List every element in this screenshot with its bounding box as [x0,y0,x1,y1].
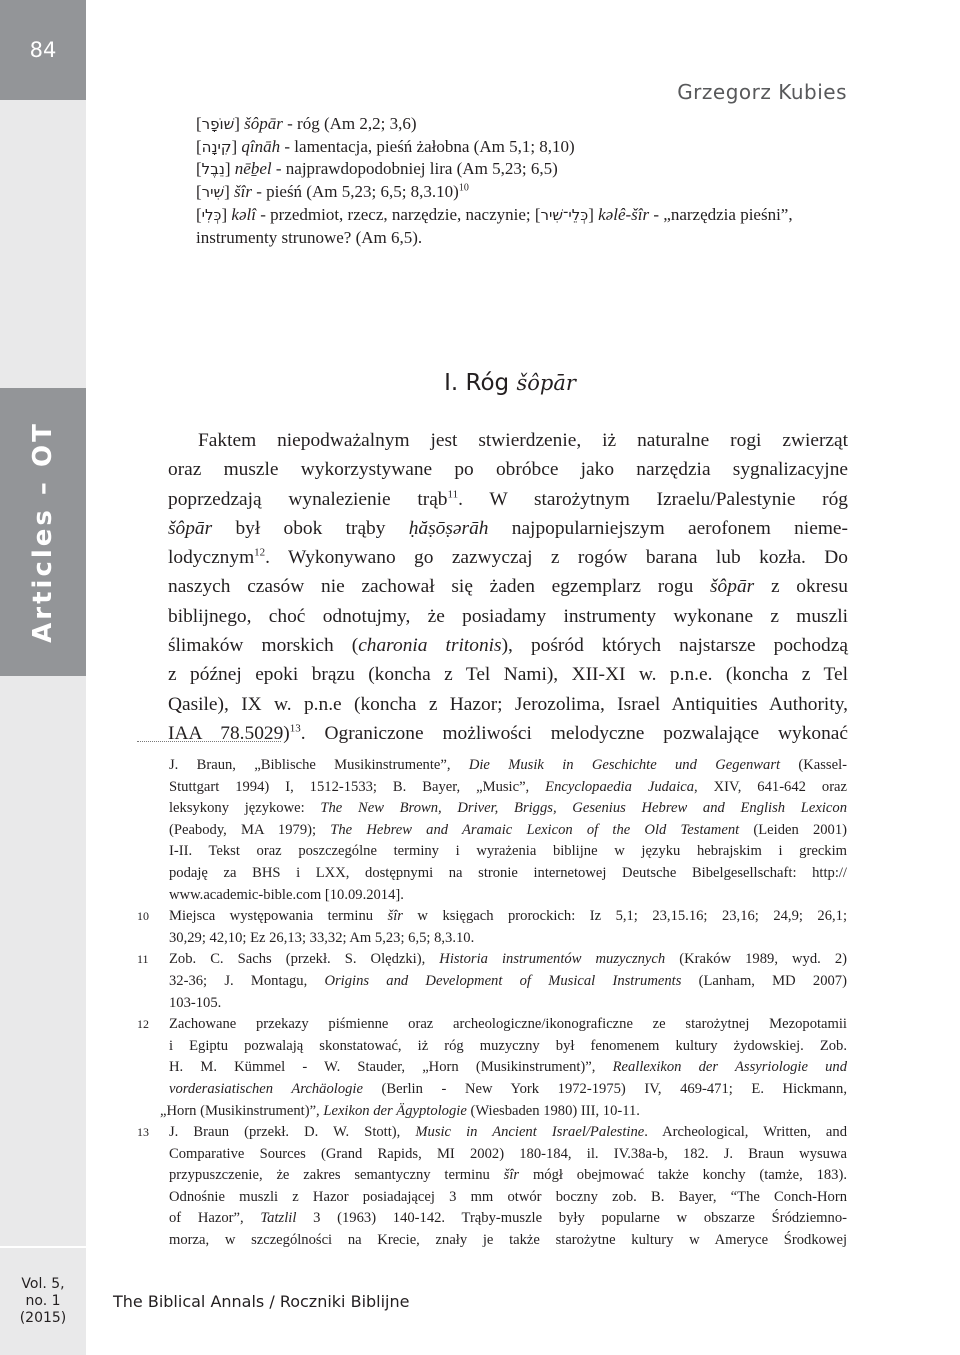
glossary-item: [שׁוֹפָר] šôpār - róg (Am 2,2; 3,6) [196,114,417,133]
footnote-line: „Horn (Musikinstrument)”, Lexikon der Ägyptologie (Wiesbaden 1980) III, 10-11. [160,1102,640,1119]
transliteration: šôpār [244,114,283,133]
text-line: oraz muszle wykorzystywane po obróbce jako narzędzia sygnalizacyjne [168,459,848,481]
text-line: ślimaków morskich (charonia tritonis), pośród których najstarsze pochodzą [168,635,848,657]
footnote-line: of Hazor”, Tatzlil 3 (1963) 140-142. Trąby-muszle były popularne w obszarze Śródziemno- [169,1210,847,1227]
footnote-line: I-II. Tekst oraz poszczególne terminy i wyrażenia biblijne w języku hebrajskim i greckim [169,843,847,860]
glossary-item-continuation: instrumenty strunowe? (Am 6,5). [196,227,423,247]
footnote-number: 12 [137,1017,149,1032]
transliteration: qînāh [241,136,281,156]
footnote [0,949,960,1014]
hebrew-term: שִׁיר [201,183,225,202]
footnote-line: Odnośnie muszli z Hazor posiadającej 3 mm otwór boczny zob. B. Bayer, “The Conch-Horn [169,1188,847,1205]
footnote-number: 13 [137,1125,149,1140]
footnote-line: 103-105. [169,994,222,1011]
footnote-line: J. Braun, „Biblische Musikinstrumente”, Die Musik in Geschichte und Gegenwart (Kassel- [169,757,848,773]
footnote-line: 30,29; 42,10; Ez 26,13; 33,32; Am 5,23; 6,5; 8,3.10. [169,929,475,946]
section-heading: I. Róg šôpār [444,370,576,396]
footnote-line: podaję za BHS i LXX, dostępnymi na stronie internetowej Deutsche Bibelgesellschaft: http:// [169,864,847,881]
volume-info [0,1276,86,1327]
running-head-author: Grzegorz Kubies [677,80,847,104]
hebrew-term: נֵבֶל [201,160,225,179]
footnote [0,1122,960,1252]
glossary-item: [נֵבֶל] nēḇel - najprawdopodobniej lira (Am 5,23; 6,5) [196,159,558,179]
footnote [0,755,960,906]
glossary-item: [כְּלִי] kəlî - przedmiot, rzecz, narzędzie, naczynie; [כְּלֵי־שִׁיר] kəlê-šîr - „narzędzia pieśni”, [196,204,793,224]
glossary-item: [קִינָה] qînāh - lamentacja, pieśń żałobna (Am 5,1; 8,10) [196,136,575,156]
footnote-line: www.academic-bible.com [10.09.2014]. [169,886,404,903]
footnote-ref[interactable]: 13 [289,722,301,735]
footnote-line: i Egiptu pozwalają skonstatować, iż róg muzyczny był fenomenem kultury żydowskiej. Zob. [169,1037,847,1054]
hebrew-term: קִינָה [201,137,232,156]
footnote-line: J. Braun (przekł. D. W. Stott), Music in Ancient Israel/Palestine. Archeological, Written, and [169,1124,847,1141]
section-label: Articles – OT [28,421,58,643]
text-line: naszych czasów nie zachował się żaden egzemplarz rogu šôpār z okresu [168,576,848,598]
year-line: (2015) [19,1310,67,1326]
footnote-line: morza, w szczególności na Krecie, znały je także starożytne kultury w Ameryce Środkowej [169,1232,847,1249]
transliteration: šîr [234,182,253,202]
text-line: biblijnego, choć odnotujmy, że posiadamy instrumenty wykonane z muszli [168,605,848,627]
footnote [0,906,960,949]
footnote-number: 11 [137,952,149,967]
text-line: Qasile), IX w. p.n.e (koncha z Hazor; Jerozolima, Israel Antiquities Authority, [168,693,848,715]
transliteration: kəlî [231,204,256,224]
text-line: Faktem niepodważalnym jest stwierdzenie, iż naturalne rogi zwierząt [198,430,848,451]
body-paragraph [168,426,848,748]
text-line: šôpār był obok trąby ḥăṣōṣərāh najpopularniejszym aerofonem nieme- [168,517,848,539]
footnote-line: Comparative Sources (Grand Rapids, MI 2002) 180-184, il. IV.38a-b, 182. J. Braun wysuwa [169,1145,847,1162]
volume-line: Vol. 5, [21,1276,65,1292]
hebrew-term: כְּלִי [201,205,222,224]
footnote-ref[interactable]: 12 [254,546,266,559]
hebrew-term: כְּלֵי־שִׁיר [540,205,589,224]
footnote-separator [137,741,281,742]
text-line: IAA 78.5029)$^{13}$. Ograniczone możliwości melodyczne pozwalające wykonać [168,722,848,744]
footnote-line: Zachowane przekazy piśmienne oraz archeologiczne/ikonograficzne ze starożytnej Mezopotamii [169,1016,847,1033]
glossary-item: [שִׁיר] šîr - pieśń (Am 5,23; 6,5; 8,3.10)$^{10}$ [196,182,469,202]
transliteration: nēḇel [234,159,272,179]
footnotes [0,755,960,1252]
footnote-line: leksykony językowe: The New Brown, Driver, Briggs, Gesenius Hebrew and English Lexicon [169,800,847,817]
footnote-line: vorderasiatischen Archäologie (Berlin - New York 1972-1975) IV, 469-471; E. Hickmann, [169,1080,847,1097]
transliteration: kəlê-šîr [598,204,650,224]
term-glossary [196,113,856,249]
footnote-line: przypuszczenie, że zakres semantyczny terminu šîr mógł obejmować także konchy (tamże, 183). [169,1167,847,1184]
footnote-number: 10 [137,909,149,924]
hebrew-term: שׁוֹפָר [201,115,235,133]
footnote-line: Miejsca występowania terminu šîr w księgach prorockich: Iz 5,1; 23,15.16; 23,16; 24,9; 26,1; [169,908,847,925]
footnote-ref[interactable]: 10 [458,182,469,194]
page-number: 84 [29,38,57,62]
footnote-line: Stuttgart 1994) I, 1512-1533; B. Bayer, „Music”, Encyclopaedia Judaica, XIV, 641-642 oraz [169,778,848,795]
text-line: poprzedzają wynalezienie trąb$^{11}$. W starożytnym Izraelu/Palestynie róg [168,488,848,510]
text-line: z późnej epoki brązu (koncha z Tel Nami), XII-XI w. p.n.e. (koncha z Tel [168,664,848,686]
footnote-line: 32-36; J. Montagu, Origins and Development of Musical Instruments (Lanham, MD 2007) [169,972,847,989]
footnote [0,1014,960,1122]
journal-title: The Biblical Annals / Roczniki Biblijne [113,1292,410,1311]
footnote-line: H. M. Kümmel - W. Stauder, „Horn (Musikinstrument)”, Reallexikon der Assyriologie und [169,1059,847,1076]
issue-line: no. 1 [25,1293,61,1309]
footnote-line: Zob. C. Sachs (przekł. S. Olędzki), Historia instrumentów muzycznych (Kraków 1989, wyd. 2) [169,951,847,968]
heading-transliteration: šôpār [516,371,576,395]
footnote-line: (Peabody, MA 1979); The Hebrew and Aramaic Lexicon of the Old Testament (Leiden 2001) [169,821,848,838]
footnote-ref[interactable]: 11 [447,488,459,501]
text-line: lodycznym$^{12}$. Wykonywano go zazwyczaj z rogów barana lub kozła. Do [168,546,848,569]
